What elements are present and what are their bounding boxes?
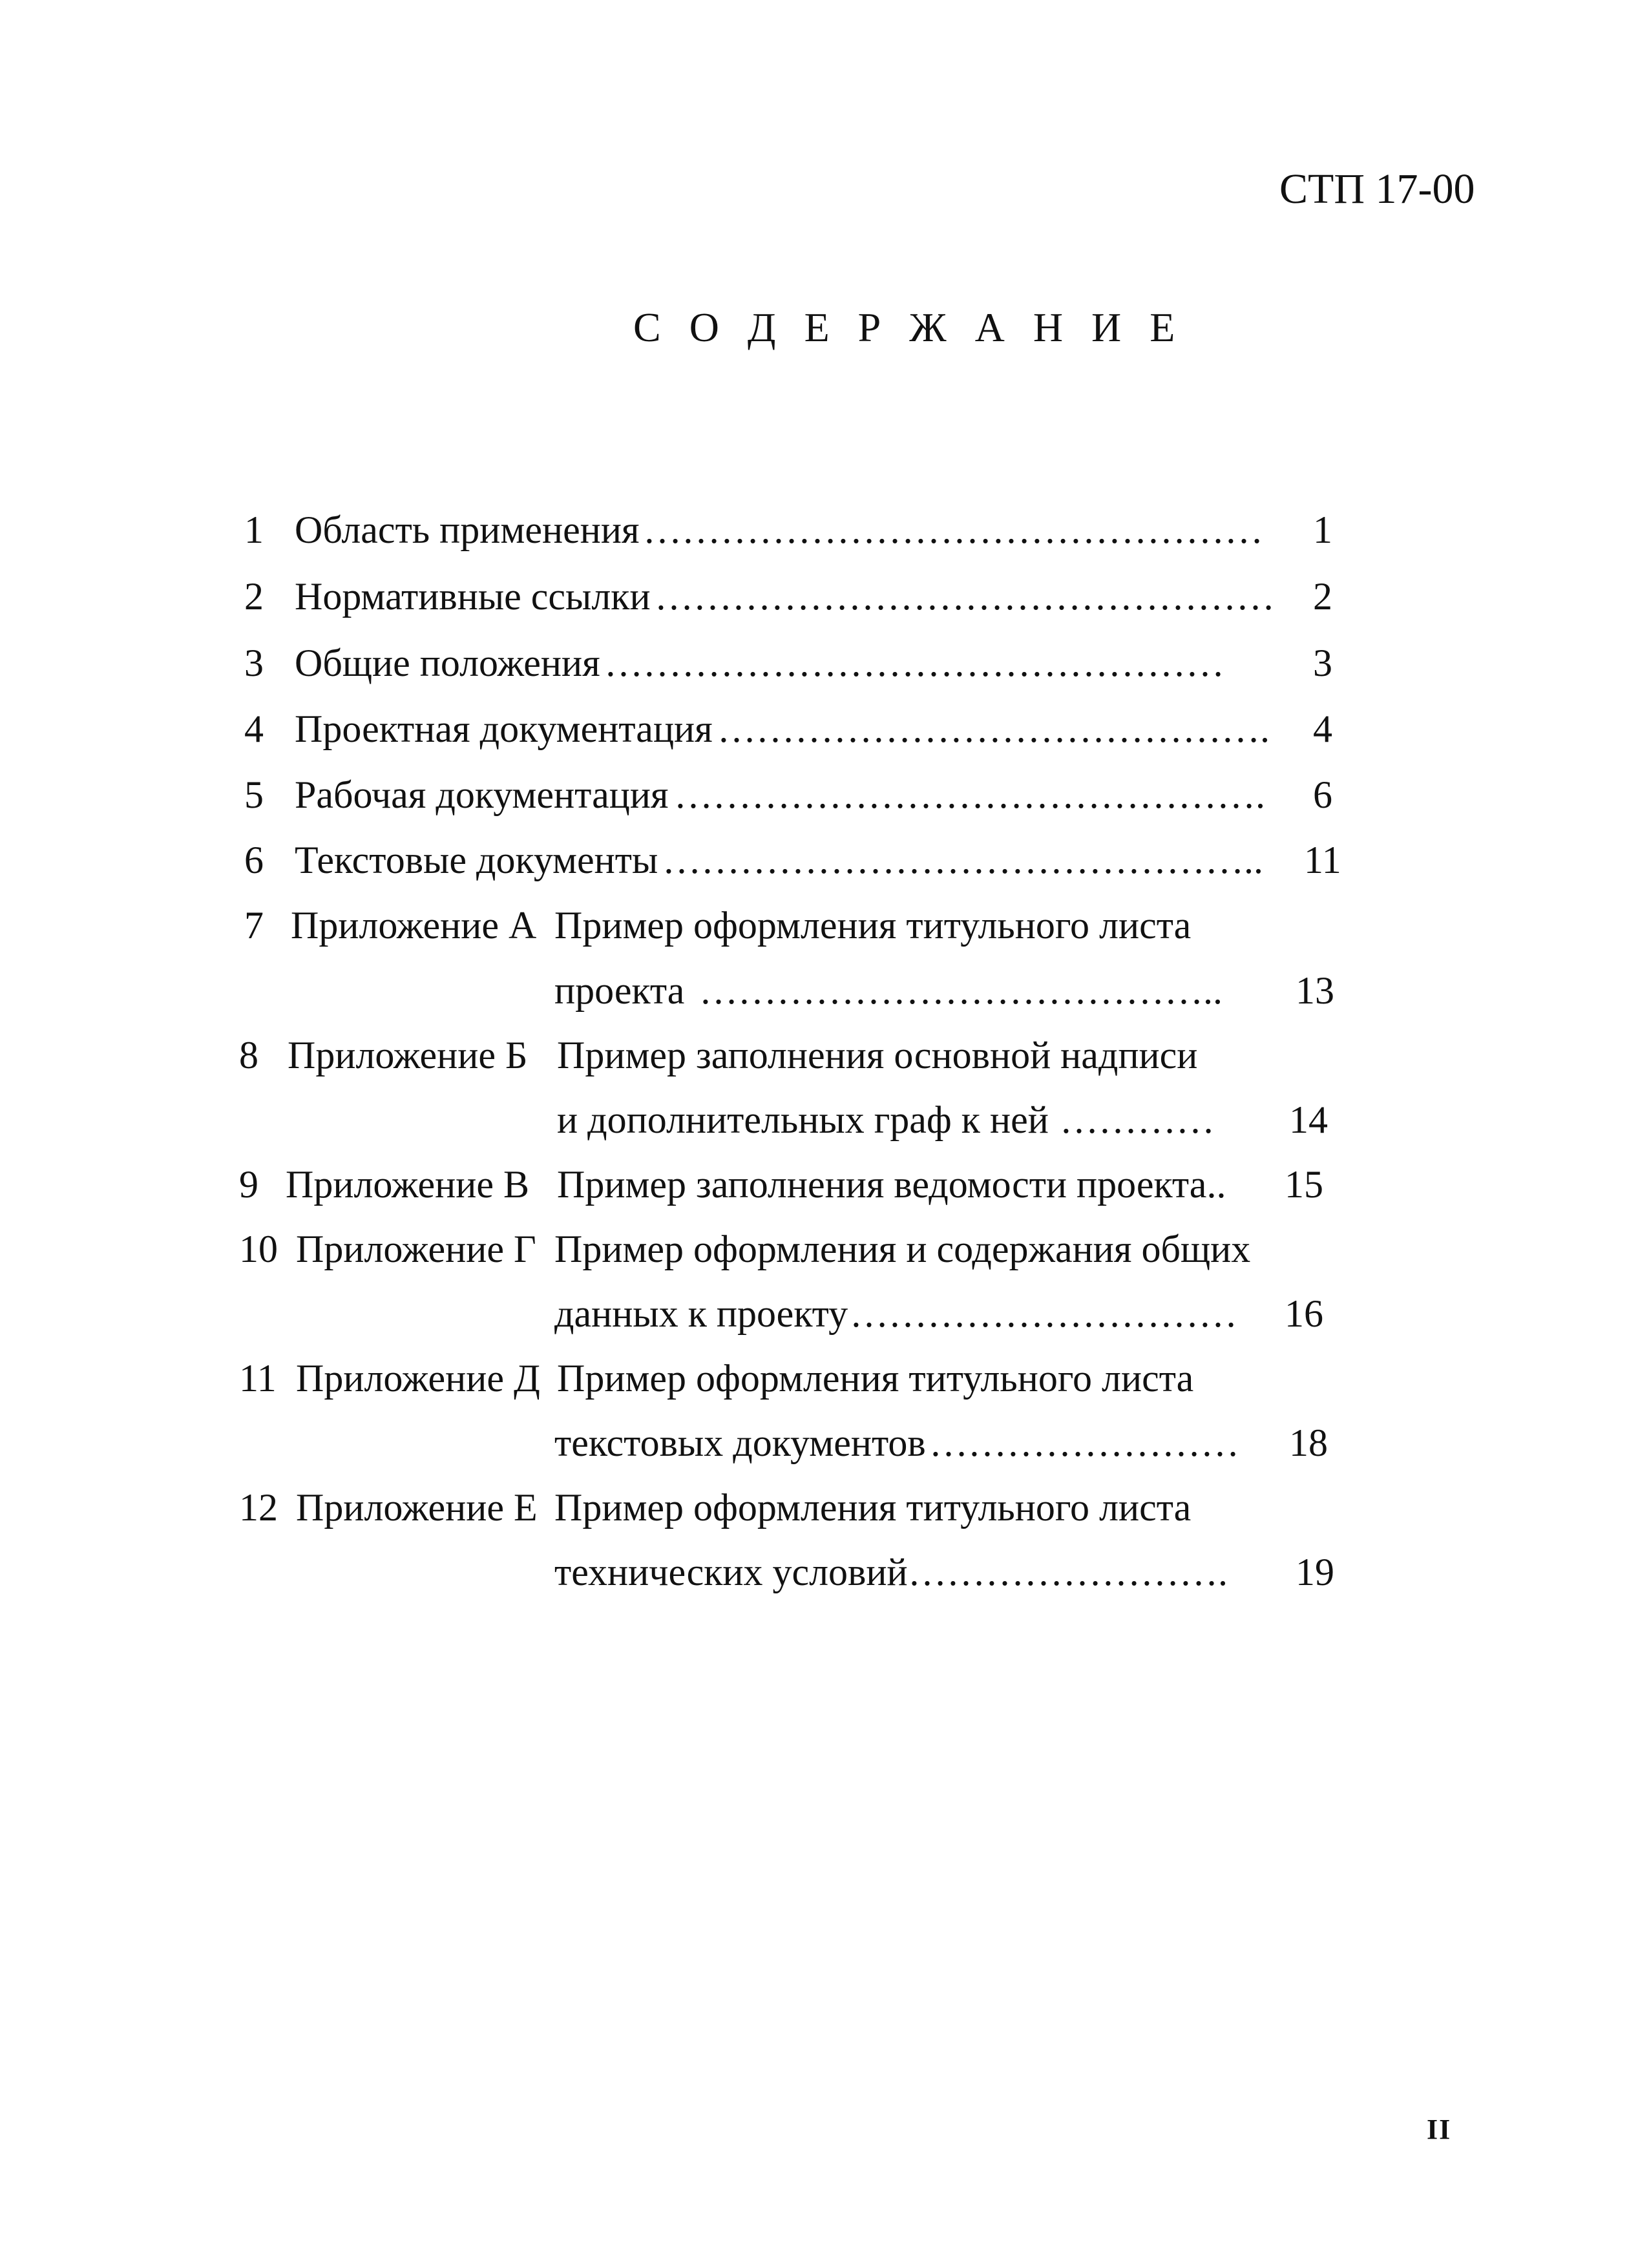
toc-entry-number: 4 — [244, 708, 264, 750]
toc-page-number: 18 — [1289, 1422, 1328, 1464]
toc-page-number: 4 — [1313, 708, 1332, 750]
toc-leader-dots: ………………………………………. — [674, 773, 1265, 816]
toc-appendix-label: Приложение Б — [288, 1034, 528, 1076]
toc-appendix-label: Приложение Д — [296, 1357, 540, 1400]
toc-title: С О Д Е Р Ж А Н И Е — [633, 304, 1184, 350]
toc-page-number: 14 — [1289, 1098, 1328, 1141]
toc-entry-number: 2 — [244, 575, 264, 618]
toc-entry-number: 11 — [239, 1357, 277, 1400]
toc-entry-title-continued: данных к проекту — [554, 1292, 848, 1335]
toc-entry-title-continued: и дополнительных граф к ней — [557, 1098, 1049, 1141]
toc-page-number: 2 — [1313, 575, 1332, 618]
toc-page-number: 19 — [1296, 1551, 1334, 1593]
toc-entry-number: 1 — [244, 509, 264, 551]
toc-entry-title: Пример оформления титульного листа — [554, 1486, 1192, 1529]
toc-entry-title: Пример оформления и содержания общих — [554, 1228, 1251, 1270]
toc-entry-title: Проектная документация — [295, 708, 713, 750]
toc-entry-title: Область применения — [295, 509, 640, 551]
toc-leader-dots: …………………… — [929, 1422, 1239, 1464]
toc-entry-number: 7 — [244, 904, 264, 947]
toc-entry-title-continued: технических условий — [554, 1551, 908, 1593]
toc-appendix-label: Приложение Е — [296, 1486, 538, 1529]
toc-entry-title: Общие положения — [295, 642, 600, 684]
toc-entry-number: 8 — [239, 1034, 258, 1076]
toc-entry-title: Пример оформления титульного листа — [554, 904, 1192, 947]
toc-entry-number: 3 — [244, 642, 264, 684]
toc-entry-number: 5 — [244, 773, 264, 816]
toc-page-number: 15 — [1285, 1163, 1323, 1206]
toc-leader-dots: ……………………. — [908, 1551, 1228, 1593]
toc-leader-dots: ………………………………………… — [604, 642, 1224, 684]
toc-entry-title: Рабочая документация — [295, 773, 669, 816]
page-number: II — [1427, 2114, 1452, 2145]
toc-leader-dots: ……………………………………….. — [662, 839, 1263, 881]
toc-leader-dots: ………………………………………… — [643, 509, 1263, 551]
toc-leader-dots: ………………………… — [850, 1292, 1237, 1335]
toc-leader-dots: ……………………………………. — [717, 708, 1270, 750]
toc-entry-title: Нормативные ссылки — [295, 575, 651, 618]
toc-entry-title-continued: проекта — [554, 969, 685, 1012]
toc-entry-title: Пример заполнения основной надписи — [557, 1034, 1198, 1076]
toc-page-number: 11 — [1304, 839, 1341, 881]
toc-entry-number: 6 — [244, 839, 264, 881]
toc-entry-title-continued: текстовых документов — [554, 1422, 926, 1464]
toc-entry-title: Пример заполнения ведомости проекта.. — [557, 1163, 1226, 1206]
toc-page-number: 1 — [1313, 509, 1332, 551]
toc-page-number: 16 — [1285, 1292, 1323, 1335]
toc-page-number: 3 — [1313, 642, 1332, 684]
toc-page-number: 13 — [1296, 969, 1334, 1012]
toc-entry-number: 9 — [239, 1163, 258, 1206]
toc-leader-dots: ………… — [1060, 1098, 1215, 1141]
toc-appendix-label: Приложение Г — [296, 1228, 536, 1270]
toc-appendix-label: Приложение В — [286, 1163, 530, 1206]
toc-entry-title: Пример оформления титульного листа — [557, 1357, 1194, 1400]
document-code: СТП 17-00 — [1279, 165, 1475, 213]
toc-entry-number: 10 — [239, 1228, 278, 1270]
toc-entry-title: Текстовые документы — [295, 839, 658, 881]
toc-appendix-label: Приложение А — [291, 904, 537, 947]
toc-entry-number: 12 — [239, 1486, 278, 1529]
toc-page-number: 6 — [1313, 773, 1332, 816]
toc-leader-dots: ………………………………….. — [699, 969, 1223, 1012]
toc-leader-dots: ………………………………………… — [655, 575, 1275, 618]
